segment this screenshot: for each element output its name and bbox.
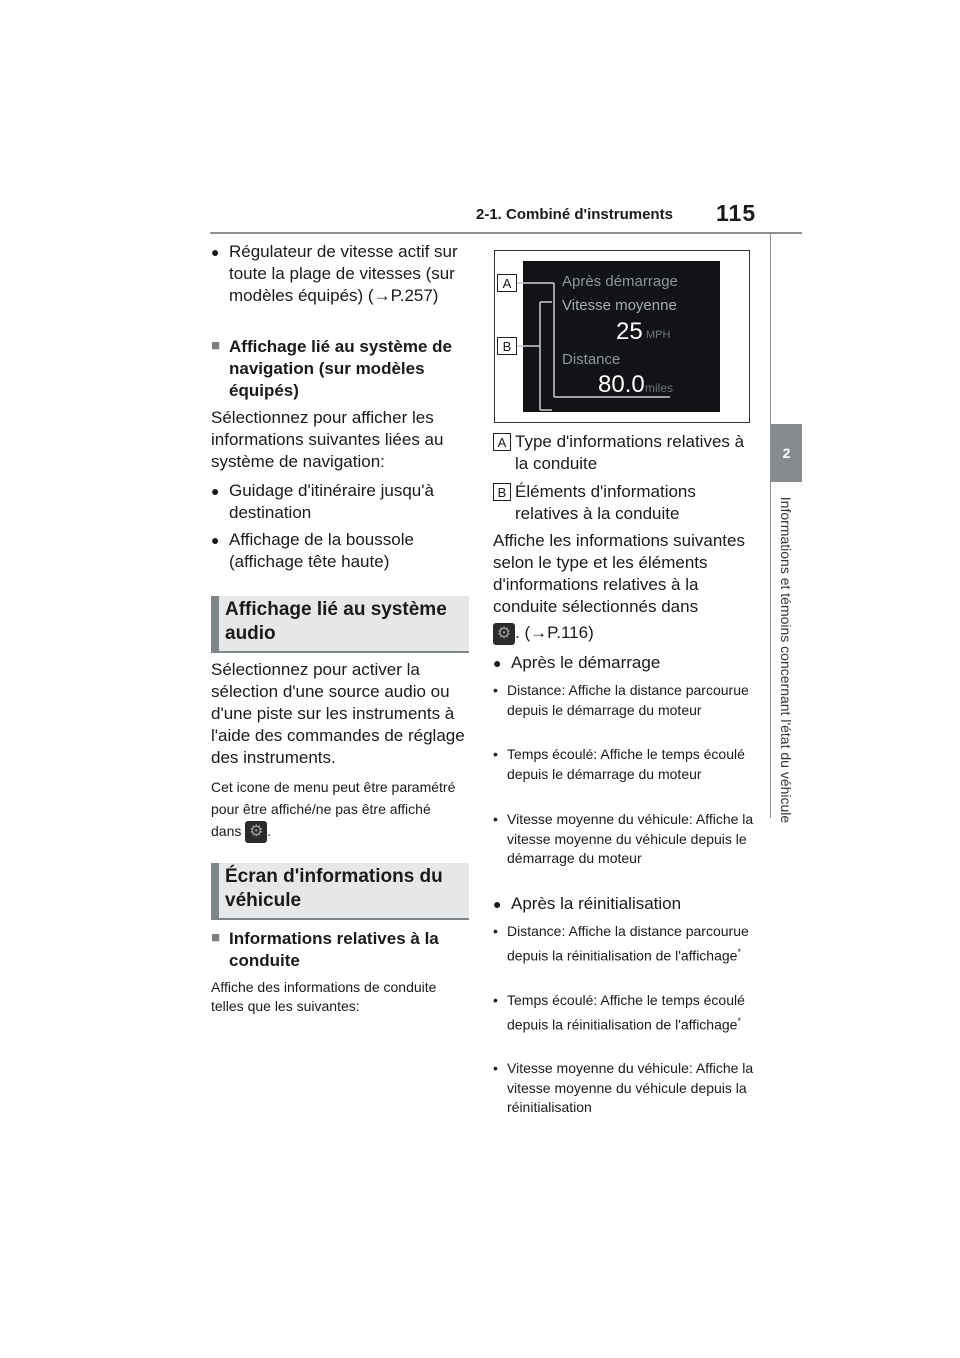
driving-info-note: Affiche des informations de conduite telles que les suivantes:	[211, 979, 437, 1014]
legend-b-text: Éléments d'informations relatives à la conduite	[515, 482, 696, 523]
callout-label-a: A	[497, 274, 517, 292]
footnote-marker: *	[737, 1016, 741, 1026]
legend-a-text: Type d'informations relatives à la conduite	[515, 432, 745, 473]
screen-speed-value: 25	[616, 318, 643, 345]
bullet-acc: ● Régulateur de vitesse actif sur toute la plage de vitesses (sur modèles équipés) (→P.257)	[211, 241, 477, 307]
vehicle-info-heading: Écran d'informations du véhicule	[211, 863, 469, 920]
as-item-time: • Temps écoulé: Affiche le temps écoulé depuis le démarrage du moteur	[493, 745, 757, 784]
settings-gear-icon	[245, 821, 267, 843]
audio-note	[211, 776, 463, 843]
screen-distance-unit: miles	[645, 381, 674, 395]
driving-info-heading: ■ Informations relatives à la conduite	[211, 928, 475, 972]
after-reset-heading: ● Après la réinitialisation	[493, 893, 761, 915]
footnote-marker: *	[737, 947, 741, 957]
legend-a	[493, 431, 745, 475]
audio-note-text: Cet icone de menu peut être paramétré pour être affiché/ne pas être affiché dans	[211, 779, 456, 839]
audio-text: Sélectionnez pour activer la sélection d'une source audio ou d'une piste sur les instruments à l'aide des commandes de réglage des instruments.	[211, 660, 465, 767]
header-rule	[210, 232, 802, 234]
callout-label-b: B	[497, 337, 517, 355]
chapter-tab: 2	[771, 424, 802, 482]
after-start-heading: ● Après le démarrage	[493, 652, 761, 674]
screen-speed-label: Vitesse moyenne	[562, 297, 677, 314]
intro-ref	[493, 622, 594, 645]
screen-distance-label: Distance	[562, 351, 621, 368]
side-divider	[770, 232, 771, 818]
as-item-speed: • Vitesse moyenne du véhicule: Affiche la vitesse moyenne du véhicule depuis le démarrage du moteur	[493, 810, 757, 869]
legend-b-key: B	[493, 483, 511, 501]
ar-item-speed: • Vitesse moyenne du véhicule: Affiche la vitesse moyenne du véhicule depuis la réinitialisation	[493, 1059, 757, 1118]
page-number: 115	[716, 200, 757, 226]
nav-bullet-route: ● Guidage d'itinéraire jusqu'à destination	[211, 480, 477, 524]
section-title: 2-1. Combiné d'instruments	[476, 206, 673, 223]
ar-item-time-text: Temps écoulé: Affiche le temps écoulé depuis la réinitialisation de l'affichage	[507, 992, 745, 1033]
legend-b	[493, 481, 745, 525]
nav-bullet-compass: ● Affichage de la boussole (affichage tête haute)	[211, 529, 477, 573]
ar-item-time	[493, 990, 759, 1036]
audio-note-end: .	[267, 823, 272, 839]
as-item-distance: • Distance: Affiche la distance parcourue depuis le démarrage du moteur	[493, 681, 757, 720]
nav-text: Sélectionnez pour afficher les informations suivantes liées au système de navigation:	[211, 408, 444, 471]
settings-gear-icon	[493, 623, 515, 645]
legend-a-key: A	[493, 433, 511, 451]
screen-speed-unit: MPH	[646, 329, 671, 341]
intro-text: Affiche les informations suivantes selon le type et les éléments d'informations relatives à la conduite sélectionnés dans	[493, 531, 745, 616]
screen-title: Après démarrage	[562, 273, 678, 290]
audio-heading: Affichage lié au système audio	[211, 596, 469, 653]
ar-item-distance-text: Distance: Affiche la distance parcourue depuis la réinitialisation de l'affichage	[507, 923, 749, 964]
intro-ref-text: . (→P.116)	[515, 623, 594, 642]
nav-heading: ■ Affichage lié au système de navigation (sur modèles équipés)	[211, 336, 475, 402]
ar-item-distance	[493, 921, 757, 967]
chapter-title: Informations et témoins concernant l'état du véhicule	[778, 496, 794, 824]
screen-distance-value: 80.0	[598, 371, 645, 398]
